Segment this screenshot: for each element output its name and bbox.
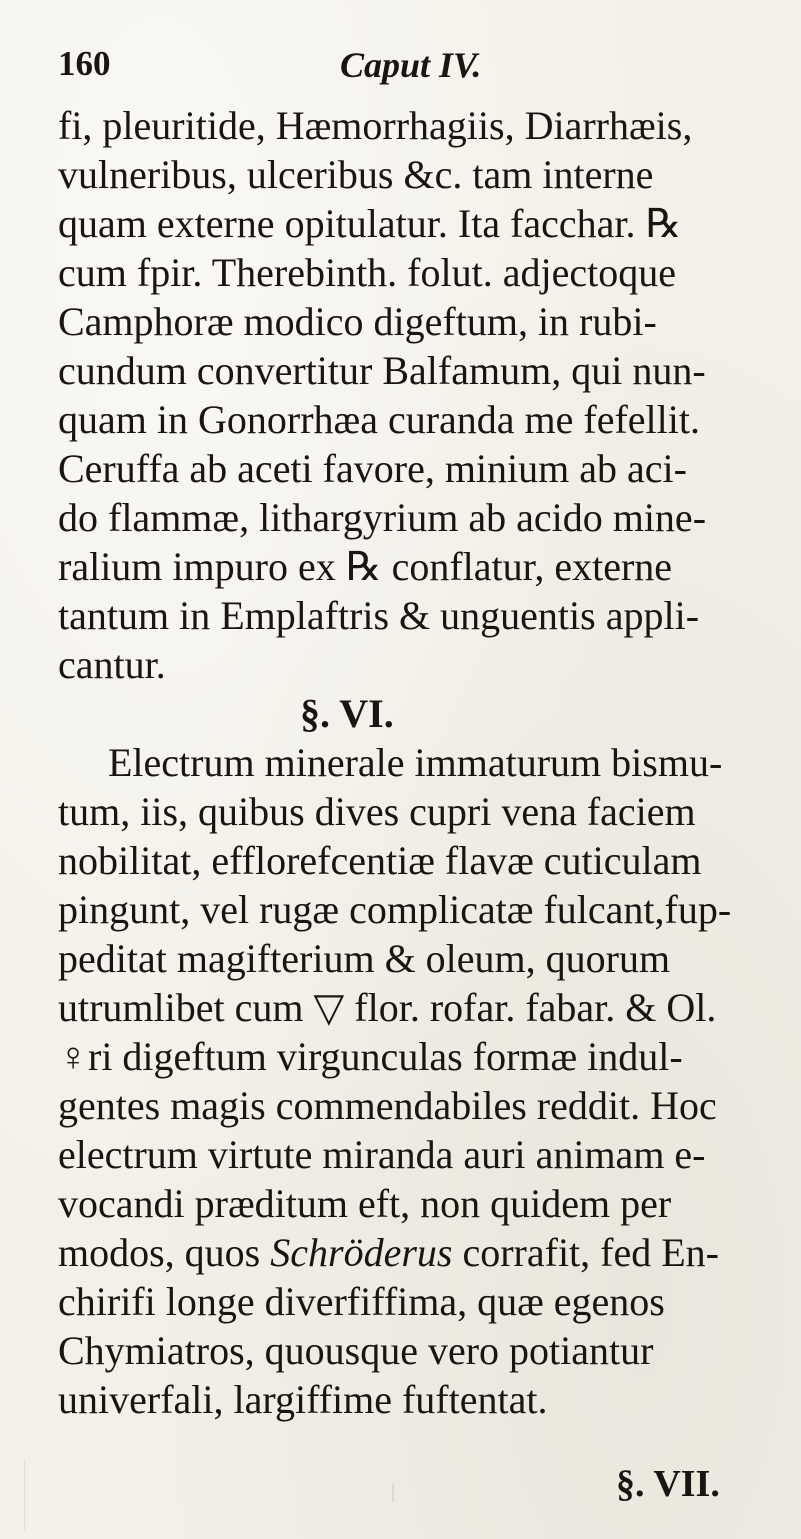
text-line: vocandi præditum eft, non quidem per [58, 1181, 672, 1226]
text-line: nobilitat, efflorefcentiæ flavæ cuticulam [58, 838, 702, 883]
page-number: 160 [58, 44, 111, 83]
text-line: vulneribus, ulceribus &c. tam interne [58, 152, 654, 197]
text-line: Electrum minerale immaturum bismu- [108, 740, 723, 785]
running-head: Caput IV. [340, 45, 482, 85]
scan-artifact [24, 1460, 25, 1530]
text-line: Ceruffa ab aceti favore, minium ab aci- [58, 446, 687, 491]
catchword: §. VII. [616, 1463, 720, 1505]
text-line: peditat magifterium & oleum, quorum [58, 936, 671, 981]
text-line: Chymiatros, quousque vero potiantur [58, 1328, 654, 1373]
text-line: quam in Gonorrhæa curanda me fefellit. [58, 397, 700, 442]
text-line: fi, pleuritide, Hæmorrhagiis, Diarrhæis, [58, 103, 693, 148]
text-line: cantur. [58, 642, 166, 687]
text-line: pingunt, vel rugæ complicatæ fulcant,fup- [58, 887, 732, 932]
text-line: utrumlibet cum ▽ flor. rofar. fabar. & Ol. [58, 985, 717, 1030]
text-line: cundum convertitur Balfamum, qui nun- [58, 348, 706, 393]
text-line: cum fpir. Therebinth. folut. adjectoque [58, 250, 676, 295]
section-heading: §. VI. [300, 691, 394, 736]
text-segment: modos, quos [58, 1230, 271, 1275]
text-line: tantum in Emplaftris & unguentis appli- [58, 593, 700, 638]
text-line: quam externe opitulatur. Ita facchar. ℞ [58, 201, 682, 246]
author-name-italic: Schröderus [270, 1230, 453, 1275]
page-header [58, 44, 718, 94]
text-segment: corrafit, fed En- [452, 1230, 719, 1275]
text-line: chirifi longe diverfiffima, quæ egenos [58, 1279, 665, 1324]
text-line: ♀ri digeftum virgunculas formæ indul- [58, 1034, 683, 1079]
text-line: ralium impuro ex ℞ conflatur, externe [58, 544, 673, 589]
text-line: univerfali, largiffime fuftentat. [58, 1377, 548, 1422]
text-line: electrum virtute miranda auri animam e- [58, 1132, 706, 1177]
text-line: tum, iis, quibus dives cupri vena faciem [58, 789, 696, 834]
text-line: Camphoræ modico digeftum, in rubi- [58, 299, 657, 344]
scan-artifact [392, 1484, 394, 1502]
text-line [58, 1229, 719, 1277]
text-line: gentes magis commendabiles reddit. Hoc [58, 1083, 717, 1128]
text-line: do flammæ, lithargyrium ab acido mine- [58, 495, 707, 540]
